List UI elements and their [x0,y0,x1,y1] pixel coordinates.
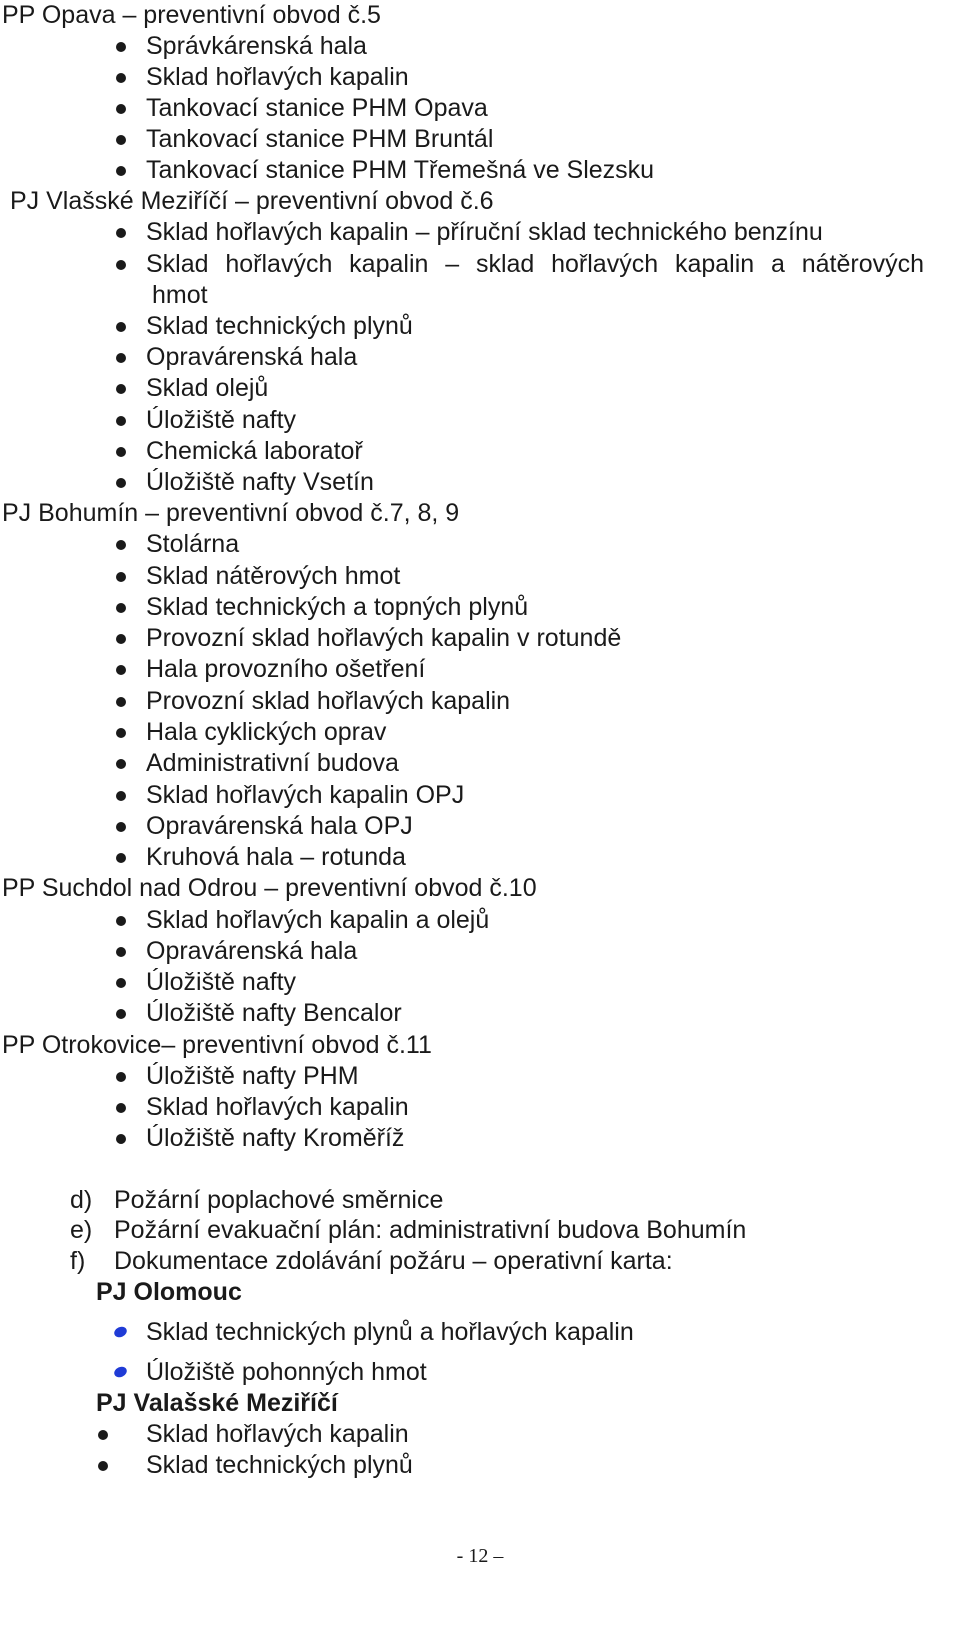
bullet-icon [116,322,126,332]
bullet-icon [116,1103,126,1113]
bullet-icon [116,947,126,957]
bullet-icon [98,1430,108,1440]
blue-bullet-icon [112,1325,128,1340]
list-item-continuation: hmot [152,281,208,309]
section-heading: PJ Bohumín – preventivní obvod č.7, 8, 9 [2,499,460,527]
section-heading: PJ Vlašské Meziříčí – preventivní obvod č.6 [10,187,494,215]
bullet-icon [116,135,126,145]
bullet-icon [116,916,126,926]
bullet-icon [116,665,126,675]
bullet-icon [116,1134,126,1144]
bullet-icon [116,260,126,270]
section-heading: PP Otrokovice– preventivní obvod č.11 [2,1031,432,1059]
bullet-icon [116,104,126,114]
bullet-icon [116,697,126,707]
section-heading: PP Suchdol nad Odrou – preventivní obvod č.10 [2,874,537,902]
bullet-icon [116,384,126,394]
subsection-heading: PJ Valašské Meziříčí [96,1389,338,1417]
subsection-heading: PJ Olomouc [96,1278,242,1306]
bullet-icon [116,73,126,83]
bullet-icon [116,728,126,738]
bullet-icon [116,634,126,644]
bullet-icon [116,540,126,550]
bullet-icon [116,603,126,613]
bullet-icon [116,166,126,176]
document-page: PP Opava – preventivní obvod č.5 Správkárenská hala Sklad hořlavých kapalin Tankovací stanice PHM Opava Tankovací stanice PHM Bruntál Tankovací stanice PHM Třemešná ve Slezsku PJ Vlašské Meziříčí – preventivní obvod č.6 Sklad hořlavých kapalin – příruční sklad technického benzínu Sklad hořlavých kapalin – sklad hořlavých kapalin a nátěrových hmot Sklad technických plynů Opravárenská hala Sklad olejů Úložiště nafty Chemická laboratoř Úložiště nafty Vsetín PJ Bohumín – preventivní obvod č.7, 8, 9 Stolárna Sklad nátěrových hmot Sklad technických a topných plynů Provozní sklad hořlavých kapalin v rotundě Hala provozního ošetření Provozní sklad hořlavých kapalin Hala cyklických oprav Administrativní budova Sklad hořlavých kapalin OPJ Opravárenská hala OPJ Kruhová hala – rotunda PP Suchdol nad Odrou – preventivní obvod č.10 Sklad hořlavých kapalin a olejů Opravárenská hala Úložiště nafty Úložiště nafty Bencalor PP Otrokovice– preventivní obvod č.11 Úložiště nafty PHM Sklad hořlavých kapalin Úložiště nafty Kroměříž d) Požární poplachové směrnice e) Požární evakuační plán: administrativní budova Bohumín f) Dokumentace zdolávání požáru – operativní karta: PJ Olomouc Sklad technických plynů a hořlavých kapalin Úložiště pohonných hmot PJ Valašské Meziříčí Sklad hořlavých kapalin Sklad technických plynů - 12 – [0,0,960,1627]
bullet-icon [116,853,126,863]
bullet-icon [116,447,126,457]
bullet-icon [116,759,126,769]
bullet-icon [116,791,126,801]
bullet-icon [116,572,126,582]
blue-bullet-icon [112,1365,128,1380]
bullet-icon [116,353,126,363]
bullet-icon [116,42,126,52]
bullet-icon [116,416,126,426]
bullet-icon [116,1009,126,1019]
page-number: - 12 – [456,1545,504,1567]
bullet-icon [116,228,126,238]
bullet-icon [116,978,126,988]
bullet-icon [116,1072,126,1082]
bullet-icon [116,478,126,488]
bullet-icon [116,822,126,832]
section-heading: PP Opava – preventivní obvod č.5 [2,1,381,29]
bullet-icon [98,1461,108,1471]
